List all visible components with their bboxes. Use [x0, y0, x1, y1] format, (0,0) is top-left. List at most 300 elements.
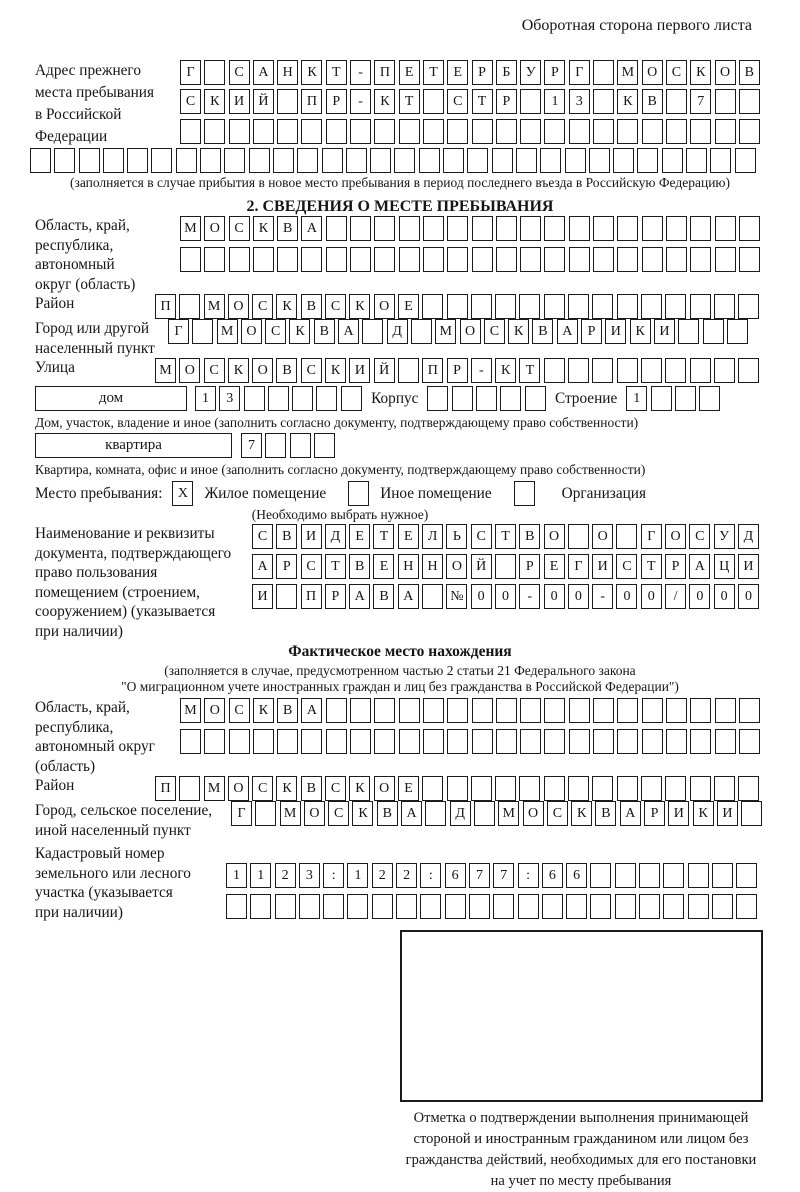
char-cell[interactable] [715, 216, 736, 241]
char-cell[interactable]: С [229, 60, 250, 85]
char-cell[interactable]: 1 [347, 863, 368, 888]
char-cell[interactable]: 0 [641, 584, 662, 609]
char-cell[interactable]: К [617, 89, 638, 114]
char-cell[interactable] [569, 247, 590, 272]
char-cell[interactable] [176, 148, 197, 173]
char-cell[interactable] [520, 698, 541, 723]
char-cell[interactable]: П [155, 294, 176, 319]
char-cell[interactable]: М [180, 698, 201, 723]
char-cell[interactable] [516, 148, 537, 173]
char-cell[interactable]: 0 [544, 584, 565, 609]
char-cell[interactable] [715, 119, 736, 144]
char-cell[interactable] [472, 119, 493, 144]
char-cell[interactable]: К [349, 776, 370, 801]
char-cell[interactable] [593, 89, 614, 114]
char-cell[interactable]: Л [422, 524, 443, 549]
char-cell[interactable]: К [495, 358, 516, 383]
char-cell[interactable]: О [715, 60, 736, 85]
char-cell[interactable] [277, 119, 298, 144]
char-cell[interactable] [496, 698, 517, 723]
char-cell[interactable] [617, 247, 638, 272]
char-cell[interactable] [544, 294, 565, 319]
char-cell[interactable] [666, 247, 687, 272]
char-cell[interactable]: С [328, 801, 349, 826]
char-cell[interactable] [399, 729, 420, 754]
char-cell[interactable]: Й [471, 554, 492, 579]
char-cell[interactable]: К [276, 776, 297, 801]
char-cell[interactable]: Е [398, 524, 419, 549]
char-cell[interactable] [472, 216, 493, 241]
char-cell[interactable]: В [277, 216, 298, 241]
char-cell[interactable] [399, 119, 420, 144]
char-cell[interactable] [569, 698, 590, 723]
char-cell[interactable]: П [301, 89, 322, 114]
char-cell[interactable] [617, 729, 638, 754]
char-cell[interactable]: 7 [493, 863, 514, 888]
char-cell[interactable] [420, 894, 441, 919]
char-cell[interactable] [398, 358, 419, 383]
char-cell[interactable] [301, 119, 322, 144]
char-cell[interactable] [374, 119, 395, 144]
char-cell[interactable]: О [304, 801, 325, 826]
char-cell[interactable]: 0 [568, 584, 589, 609]
char-cell[interactable] [253, 729, 274, 754]
char-cell[interactable] [452, 386, 473, 411]
char-cell[interactable] [666, 216, 687, 241]
char-cell[interactable] [316, 386, 337, 411]
char-cell[interactable]: П [422, 358, 443, 383]
char-cell[interactable]: С [252, 776, 273, 801]
char-cell[interactable] [589, 148, 610, 173]
char-cell[interactable] [396, 894, 417, 919]
char-cell[interactable] [544, 729, 565, 754]
char-cell[interactable]: С [180, 89, 201, 114]
char-cell[interactable]: К [693, 801, 714, 826]
char-cell[interactable]: 0 [714, 584, 735, 609]
char-cell[interactable]: В [642, 89, 663, 114]
char-cell[interactable] [151, 148, 172, 173]
char-cell[interactable] [544, 247, 565, 272]
char-cell[interactable]: А [253, 60, 274, 85]
char-cell[interactable] [735, 148, 756, 173]
char-cell[interactable]: И [349, 358, 370, 383]
char-cell[interactable] [54, 148, 75, 173]
char-cell[interactable] [127, 148, 148, 173]
char-cell[interactable]: А [301, 698, 322, 723]
char-cell[interactable]: К [508, 319, 529, 344]
char-cell[interactable]: П [374, 60, 395, 85]
char-cell[interactable]: : [518, 863, 539, 888]
char-cell[interactable] [641, 776, 662, 801]
char-cell[interactable] [690, 216, 711, 241]
char-cell[interactable] [714, 776, 735, 801]
char-cell[interactable] [447, 247, 468, 272]
char-cell[interactable] [399, 216, 420, 241]
char-cell[interactable] [326, 729, 347, 754]
char-cell[interactable]: Е [349, 524, 370, 549]
char-cell[interactable]: Й [374, 358, 395, 383]
char-cell[interactable] [712, 894, 733, 919]
char-cell[interactable] [686, 148, 707, 173]
char-cell[interactable] [249, 148, 270, 173]
char-cell[interactable]: Е [447, 60, 468, 85]
char-cell[interactable] [350, 698, 371, 723]
char-cell[interactable]: С [265, 319, 286, 344]
char-cell[interactable]: М [204, 776, 225, 801]
char-cell[interactable]: У [714, 524, 735, 549]
char-cell[interactable]: К [276, 294, 297, 319]
char-cell[interactable] [715, 698, 736, 723]
char-cell[interactable]: Т [641, 554, 662, 579]
char-cell[interactable]: Т [423, 60, 444, 85]
char-cell[interactable] [739, 247, 760, 272]
char-cell[interactable]: Д [738, 524, 759, 549]
char-cell[interactable] [615, 894, 636, 919]
char-cell[interactable]: Ь [446, 524, 467, 549]
char-cell[interactable] [204, 119, 225, 144]
char-cell[interactable]: О [204, 698, 225, 723]
checkbox-residential[interactable]: X [172, 481, 193, 506]
char-cell[interactable] [350, 216, 371, 241]
char-cell[interactable]: В [301, 294, 322, 319]
char-cell[interactable]: В [314, 319, 335, 344]
char-cell[interactable] [277, 89, 298, 114]
char-cell[interactable]: Р [581, 319, 602, 344]
char-cell[interactable]: Е [373, 554, 394, 579]
char-cell[interactable] [471, 776, 492, 801]
char-cell[interactable] [265, 433, 286, 458]
char-cell[interactable] [520, 89, 541, 114]
char-cell[interactable]: С [229, 216, 250, 241]
char-cell[interactable] [519, 776, 540, 801]
char-cell[interactable] [422, 776, 443, 801]
char-cell[interactable]: М [280, 801, 301, 826]
char-cell[interactable] [79, 148, 100, 173]
char-cell[interactable] [250, 894, 271, 919]
char-cell[interactable] [372, 894, 393, 919]
char-cell[interactable]: Т [373, 524, 394, 549]
char-cell[interactable]: К [630, 319, 651, 344]
char-cell[interactable] [500, 386, 521, 411]
char-cell[interactable] [350, 729, 371, 754]
checkbox-other-premises[interactable] [348, 481, 369, 506]
char-cell[interactable]: А [398, 584, 419, 609]
char-cell[interactable]: : [323, 863, 344, 888]
char-cell[interactable]: 6 [566, 863, 587, 888]
char-cell[interactable] [703, 319, 724, 344]
char-cell[interactable] [255, 801, 276, 826]
char-cell[interactable] [712, 863, 733, 888]
char-cell[interactable] [314, 433, 335, 458]
char-cell[interactable]: Д [387, 319, 408, 344]
char-cell[interactable] [642, 729, 663, 754]
char-cell[interactable] [180, 729, 201, 754]
char-cell[interactable] [710, 148, 731, 173]
char-cell[interactable] [617, 119, 638, 144]
char-cell[interactable] [495, 294, 516, 319]
char-cell[interactable] [569, 119, 590, 144]
char-cell[interactable]: С [616, 554, 637, 579]
char-cell[interactable]: И [229, 89, 250, 114]
char-cell[interactable] [520, 247, 541, 272]
char-cell[interactable]: У [520, 60, 541, 85]
char-cell[interactable]: - [350, 60, 371, 85]
char-cell[interactable]: О [665, 524, 686, 549]
char-cell[interactable]: Н [422, 554, 443, 579]
char-cell[interactable] [666, 119, 687, 144]
char-cell[interactable] [370, 148, 391, 173]
char-cell[interactable]: Т [326, 60, 347, 85]
char-cell[interactable]: О [252, 358, 273, 383]
char-cell[interactable] [495, 776, 516, 801]
char-cell[interactable] [568, 776, 589, 801]
char-cell[interactable] [568, 524, 589, 549]
char-cell[interactable]: К [228, 358, 249, 383]
char-cell[interactable]: С [301, 358, 322, 383]
char-cell[interactable] [613, 148, 634, 173]
char-cell[interactable] [662, 148, 683, 173]
char-cell[interactable]: О [460, 319, 481, 344]
char-cell[interactable]: А [557, 319, 578, 344]
char-cell[interactable]: С [301, 554, 322, 579]
char-cell[interactable]: О [374, 776, 395, 801]
char-cell[interactable]: Т [495, 524, 516, 549]
char-cell[interactable] [665, 358, 686, 383]
char-cell[interactable] [447, 776, 468, 801]
char-cell[interactable] [447, 698, 468, 723]
char-cell[interactable] [423, 119, 444, 144]
char-cell[interactable]: Р [325, 584, 346, 609]
char-cell[interactable]: Г [231, 801, 252, 826]
char-cell[interactable]: Й [253, 89, 274, 114]
char-cell[interactable] [615, 863, 636, 888]
char-cell[interactable]: В [373, 584, 394, 609]
char-cell[interactable] [179, 294, 200, 319]
char-cell[interactable]: С [252, 294, 273, 319]
char-cell[interactable] [471, 294, 492, 319]
char-cell[interactable]: - [350, 89, 371, 114]
char-cell[interactable] [690, 119, 711, 144]
char-cell[interactable] [525, 386, 546, 411]
char-cell[interactable]: - [471, 358, 492, 383]
char-cell[interactable]: О [374, 294, 395, 319]
char-cell[interactable]: И [252, 584, 273, 609]
char-cell[interactable] [593, 60, 614, 85]
char-cell[interactable]: О [446, 554, 467, 579]
char-cell[interactable] [350, 119, 371, 144]
char-cell[interactable] [569, 216, 590, 241]
char-cell[interactable] [690, 776, 711, 801]
char-cell[interactable] [346, 148, 367, 173]
char-cell[interactable]: Р [276, 554, 297, 579]
char-cell[interactable] [642, 216, 663, 241]
char-cell[interactable] [666, 698, 687, 723]
char-cell[interactable] [651, 386, 672, 411]
char-cell[interactable]: Г [168, 319, 189, 344]
char-cell[interactable]: К [352, 801, 373, 826]
char-cell[interactable] [423, 698, 444, 723]
char-cell[interactable] [639, 894, 660, 919]
char-cell[interactable]: Н [398, 554, 419, 579]
char-cell[interactable] [739, 89, 760, 114]
char-cell[interactable]: В [519, 524, 540, 549]
char-cell[interactable]: О [544, 524, 565, 549]
char-cell[interactable] [738, 358, 759, 383]
char-cell[interactable] [496, 119, 517, 144]
char-cell[interactable] [568, 358, 589, 383]
char-cell[interactable] [472, 698, 493, 723]
char-cell[interactable]: К [349, 294, 370, 319]
char-cell[interactable] [736, 863, 757, 888]
char-cell[interactable]: М [204, 294, 225, 319]
char-cell[interactable] [520, 216, 541, 241]
char-cell[interactable] [423, 729, 444, 754]
char-cell[interactable] [200, 148, 221, 173]
char-cell[interactable]: С [484, 319, 505, 344]
char-cell[interactable] [544, 776, 565, 801]
char-cell[interactable]: П [155, 776, 176, 801]
char-cell[interactable]: И [738, 554, 759, 579]
char-cell[interactable] [565, 148, 586, 173]
char-cell[interactable]: А [338, 319, 359, 344]
char-cell[interactable]: С [252, 524, 273, 549]
char-cell[interactable] [273, 148, 294, 173]
char-cell[interactable] [593, 729, 614, 754]
char-cell[interactable] [447, 294, 468, 319]
char-cell[interactable] [663, 894, 684, 919]
char-cell[interactable]: И [668, 801, 689, 826]
char-cell[interactable]: Г [569, 60, 590, 85]
char-cell[interactable] [224, 148, 245, 173]
char-cell[interactable] [642, 698, 663, 723]
char-cell[interactable] [518, 894, 539, 919]
char-cell[interactable]: 7 [469, 863, 490, 888]
char-cell[interactable] [714, 358, 735, 383]
char-cell[interactable] [447, 119, 468, 144]
char-cell[interactable]: 7 [690, 89, 711, 114]
char-cell[interactable]: В [739, 60, 760, 85]
char-cell[interactable] [540, 148, 561, 173]
char-cell[interactable]: К [204, 89, 225, 114]
char-cell[interactable]: В [349, 554, 370, 579]
char-cell[interactable] [326, 216, 347, 241]
char-cell[interactable]: К [374, 89, 395, 114]
char-cell[interactable] [544, 358, 565, 383]
char-cell[interactable] [639, 863, 660, 888]
char-cell[interactable]: Р [544, 60, 565, 85]
char-cell[interactable]: А [689, 554, 710, 579]
char-cell[interactable] [292, 386, 313, 411]
char-cell[interactable] [593, 247, 614, 272]
char-cell[interactable] [739, 698, 760, 723]
char-cell[interactable] [362, 319, 383, 344]
char-cell[interactable]: 1 [544, 89, 565, 114]
char-cell[interactable]: 1 [195, 386, 216, 411]
char-cell[interactable] [617, 776, 638, 801]
char-cell[interactable] [244, 386, 265, 411]
char-cell[interactable]: О [204, 216, 225, 241]
char-cell[interactable]: И [592, 554, 613, 579]
char-cell[interactable] [617, 698, 638, 723]
char-cell[interactable]: Р [447, 358, 468, 383]
char-cell[interactable] [374, 247, 395, 272]
char-cell[interactable]: Б [496, 60, 517, 85]
char-cell[interactable] [569, 729, 590, 754]
char-cell[interactable] [447, 216, 468, 241]
char-cell[interactable] [593, 119, 614, 144]
char-cell[interactable]: 3 [219, 386, 240, 411]
char-cell[interactable] [675, 386, 696, 411]
char-cell[interactable]: М [180, 216, 201, 241]
char-cell[interactable]: Г [180, 60, 201, 85]
char-cell[interactable]: Р [472, 60, 493, 85]
char-cell[interactable]: П [301, 584, 322, 609]
char-cell[interactable]: М [435, 319, 456, 344]
char-cell[interactable] [180, 247, 201, 272]
char-cell[interactable] [544, 119, 565, 144]
char-cell[interactable] [739, 119, 760, 144]
char-cell[interactable] [520, 729, 541, 754]
char-cell[interactable] [179, 776, 200, 801]
char-cell[interactable] [447, 729, 468, 754]
char-cell[interactable] [423, 216, 444, 241]
char-cell[interactable]: А [401, 801, 422, 826]
char-cell[interactable]: С [325, 294, 346, 319]
char-cell[interactable] [544, 698, 565, 723]
char-cell[interactable] [297, 148, 318, 173]
char-cell[interactable] [593, 698, 614, 723]
char-cell[interactable]: 0 [495, 584, 516, 609]
char-cell[interactable] [469, 894, 490, 919]
char-cell[interactable]: Г [641, 524, 662, 549]
char-cell[interactable] [299, 894, 320, 919]
char-cell[interactable] [637, 148, 658, 173]
char-cell[interactable]: М [217, 319, 238, 344]
char-cell[interactable]: А [301, 216, 322, 241]
char-cell[interactable] [326, 247, 347, 272]
char-cell[interactable]: С [689, 524, 710, 549]
char-cell[interactable]: 0 [738, 584, 759, 609]
char-cell[interactable] [688, 863, 709, 888]
char-cell[interactable] [496, 247, 517, 272]
char-cell[interactable] [739, 216, 760, 241]
char-cell[interactable] [374, 216, 395, 241]
char-cell[interactable]: О [179, 358, 200, 383]
char-cell[interactable] [423, 247, 444, 272]
char-cell[interactable] [736, 894, 757, 919]
char-cell[interactable] [277, 729, 298, 754]
char-cell[interactable] [422, 584, 443, 609]
char-cell[interactable]: Р [496, 89, 517, 114]
char-cell[interactable]: Т [325, 554, 346, 579]
char-cell[interactable]: К [690, 60, 711, 85]
char-cell[interactable]: Ц [714, 554, 735, 579]
char-cell[interactable] [30, 148, 51, 173]
char-cell[interactable]: И [301, 524, 322, 549]
char-cell[interactable]: С [204, 358, 225, 383]
char-cell[interactable]: С [666, 60, 687, 85]
char-cell[interactable]: 1 [626, 386, 647, 411]
char-cell[interactable] [666, 729, 687, 754]
char-cell[interactable] [715, 247, 736, 272]
char-cell[interactable]: С [547, 801, 568, 826]
char-cell[interactable]: К [325, 358, 346, 383]
char-cell[interactable]: А [252, 554, 273, 579]
char-cell[interactable] [301, 247, 322, 272]
char-cell[interactable] [347, 894, 368, 919]
char-cell[interactable] [467, 148, 488, 173]
char-cell[interactable]: М [498, 801, 519, 826]
